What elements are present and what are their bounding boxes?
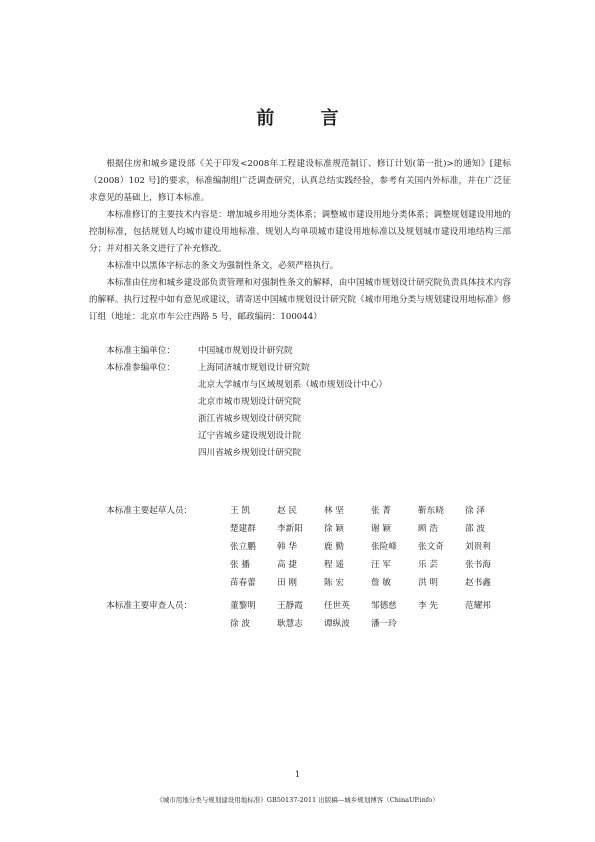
drafters-row: [89, 538, 529, 556]
drafter-name: 陈 宏: [324, 578, 344, 588]
drafter-name: 靳东晓: [418, 506, 444, 516]
preface-body: [89, 156, 511, 326]
reviewer-name: 任世英: [324, 601, 350, 611]
drafter-name: 韩 华: [277, 542, 297, 552]
drafter-name: 鹿 勤: [324, 542, 344, 552]
drafters-label: 本标准主要起草人员：: [106, 506, 193, 516]
participant-unit: 辽宁省城乡建设规划设计院: [198, 431, 302, 441]
reviewers-row: [89, 615, 529, 633]
drafter-name: 邵 波: [465, 524, 485, 534]
reviewer-name: 范耀邦: [465, 601, 491, 611]
page-number: 1: [294, 770, 301, 779]
reviewer-name: 耿慧志: [277, 619, 303, 629]
participants-row: [89, 360, 519, 377]
participant-unit: 四川省城乡规划设计研究院: [198, 448, 302, 458]
drafters-block: [89, 502, 529, 592]
participant-unit: 浙江省城乡规划设计研究院: [198, 414, 302, 424]
chief-editor-unit: 中国城市规划设计研究院: [198, 346, 293, 356]
drafter-name: 詹 敏: [371, 578, 391, 588]
drafter-name: 张 播: [230, 560, 250, 570]
reviewer-name: 李 先: [418, 601, 438, 611]
participant-unit: 北京市城市规划设计研究院: [198, 397, 302, 407]
reviewer-name: 潘一玲: [371, 619, 397, 629]
drafter-name: 谢 颖: [371, 524, 391, 534]
reviewers-row: [89, 597, 529, 615]
reviewer-name: 董黎明: [230, 601, 256, 611]
drafter-name: 汪 军: [371, 560, 391, 570]
drafter-name: 田 刚: [277, 578, 297, 588]
drafter-name: 张书海: [465, 560, 491, 570]
drafters-row: [89, 502, 529, 520]
drafter-name: 李新阳: [277, 524, 303, 534]
participant-unit: 北京大学城市与区域规划系（城市规划设计中心）: [198, 380, 388, 390]
preface-paragraph-management: 本标准由住房和城乡建设部负责管理和对强制性条文的解释，由中国城市规划设计研究院负责具体技术内容的解释。执行过程中如有意见或建议，请寄送中国城市规划设计研究院《城市用地分类与规划建设用地标准》修订组（地址：北京市车公庄西路 5 号，邮政编码：100044）: [89, 278, 511, 322]
reviewers-block: [89, 597, 529, 633]
chief-editor-row: [89, 343, 519, 360]
drafter-name: 苗春蕾: [230, 578, 256, 588]
drafters-row: [89, 574, 529, 592]
participants-label: 本标准参编单位：: [106, 363, 175, 373]
drafter-name: 徐 颖: [324, 524, 344, 534]
drafter-name: 乐 芸: [418, 560, 438, 570]
drafter-name: 张立鹏: [230, 542, 256, 552]
drafter-name: 张险峰: [371, 542, 397, 552]
preface-paragraph-revision: 本标准修订的主要技术内容是：增加城乡用地分类体系；调整城市建设用地分类体系；调整规划建设用地的控制标准，包括规划人均城市建设用地标准、规划人均单项城市建设用地标准以及规划城市建设用地结构三部分；并对相关条文进行了补充修改。: [89, 210, 511, 254]
drafter-name: 赵 民: [277, 506, 297, 516]
drafter-name: 程 遥: [324, 560, 344, 570]
drafter-name: 林 坚: [324, 506, 344, 516]
drafter-name: 张 菁: [371, 506, 391, 516]
preface-paragraph-mandatory: 本标准中以黑体字标志的条文为强制性条文，必须严格执行。: [106, 261, 339, 271]
organizations-block: [89, 343, 519, 462]
drafter-name: 赵书鑫: [465, 578, 491, 588]
drafter-name: 顾 浩: [418, 524, 438, 534]
drafter-name: 洪 明: [418, 578, 438, 588]
chief-editor-label: 本标准主编单位：: [106, 346, 175, 356]
preface-paragraph-basis: 根据住房和城乡建设部《关于印发<2008年工程建设标准规范制订、修订计划(第一批)>的通知》[建标（2008）102 号]的要求，标准编制组广泛调查研究，认真总结实践经验，参考有关国内外标准，并在广泛征求意见的基础上，修订本标准。: [89, 159, 511, 203]
reviewers-label: 本标准主要审查人员：: [106, 601, 193, 611]
page-title: 前 言: [256, 108, 359, 129]
reviewer-name: 徐 波: [230, 619, 250, 629]
drafter-name: 刘贵利: [465, 542, 491, 552]
footer-source-line: 《城市用地分类与规划建设用地标准》GB50137-2011 出版稿—城乡规划博客（ChinaUP.info）: [156, 796, 439, 804]
drafters-row: [89, 520, 529, 538]
drafter-name: 高 捷: [277, 560, 297, 570]
drafter-name: 张文奇: [418, 542, 444, 552]
participant-unit: 上海同济城市规划设计研究院: [198, 363, 310, 373]
reviewer-name: 谭纵波: [324, 619, 350, 629]
drafters-row: [89, 556, 529, 574]
drafter-name: 徐 泽: [465, 506, 485, 516]
reviewer-name: 邹德慈: [371, 601, 397, 611]
drafter-name: 王 凯: [230, 506, 250, 516]
drafter-name: 楚建群: [230, 524, 256, 534]
reviewer-name: 王静霞: [277, 601, 303, 611]
